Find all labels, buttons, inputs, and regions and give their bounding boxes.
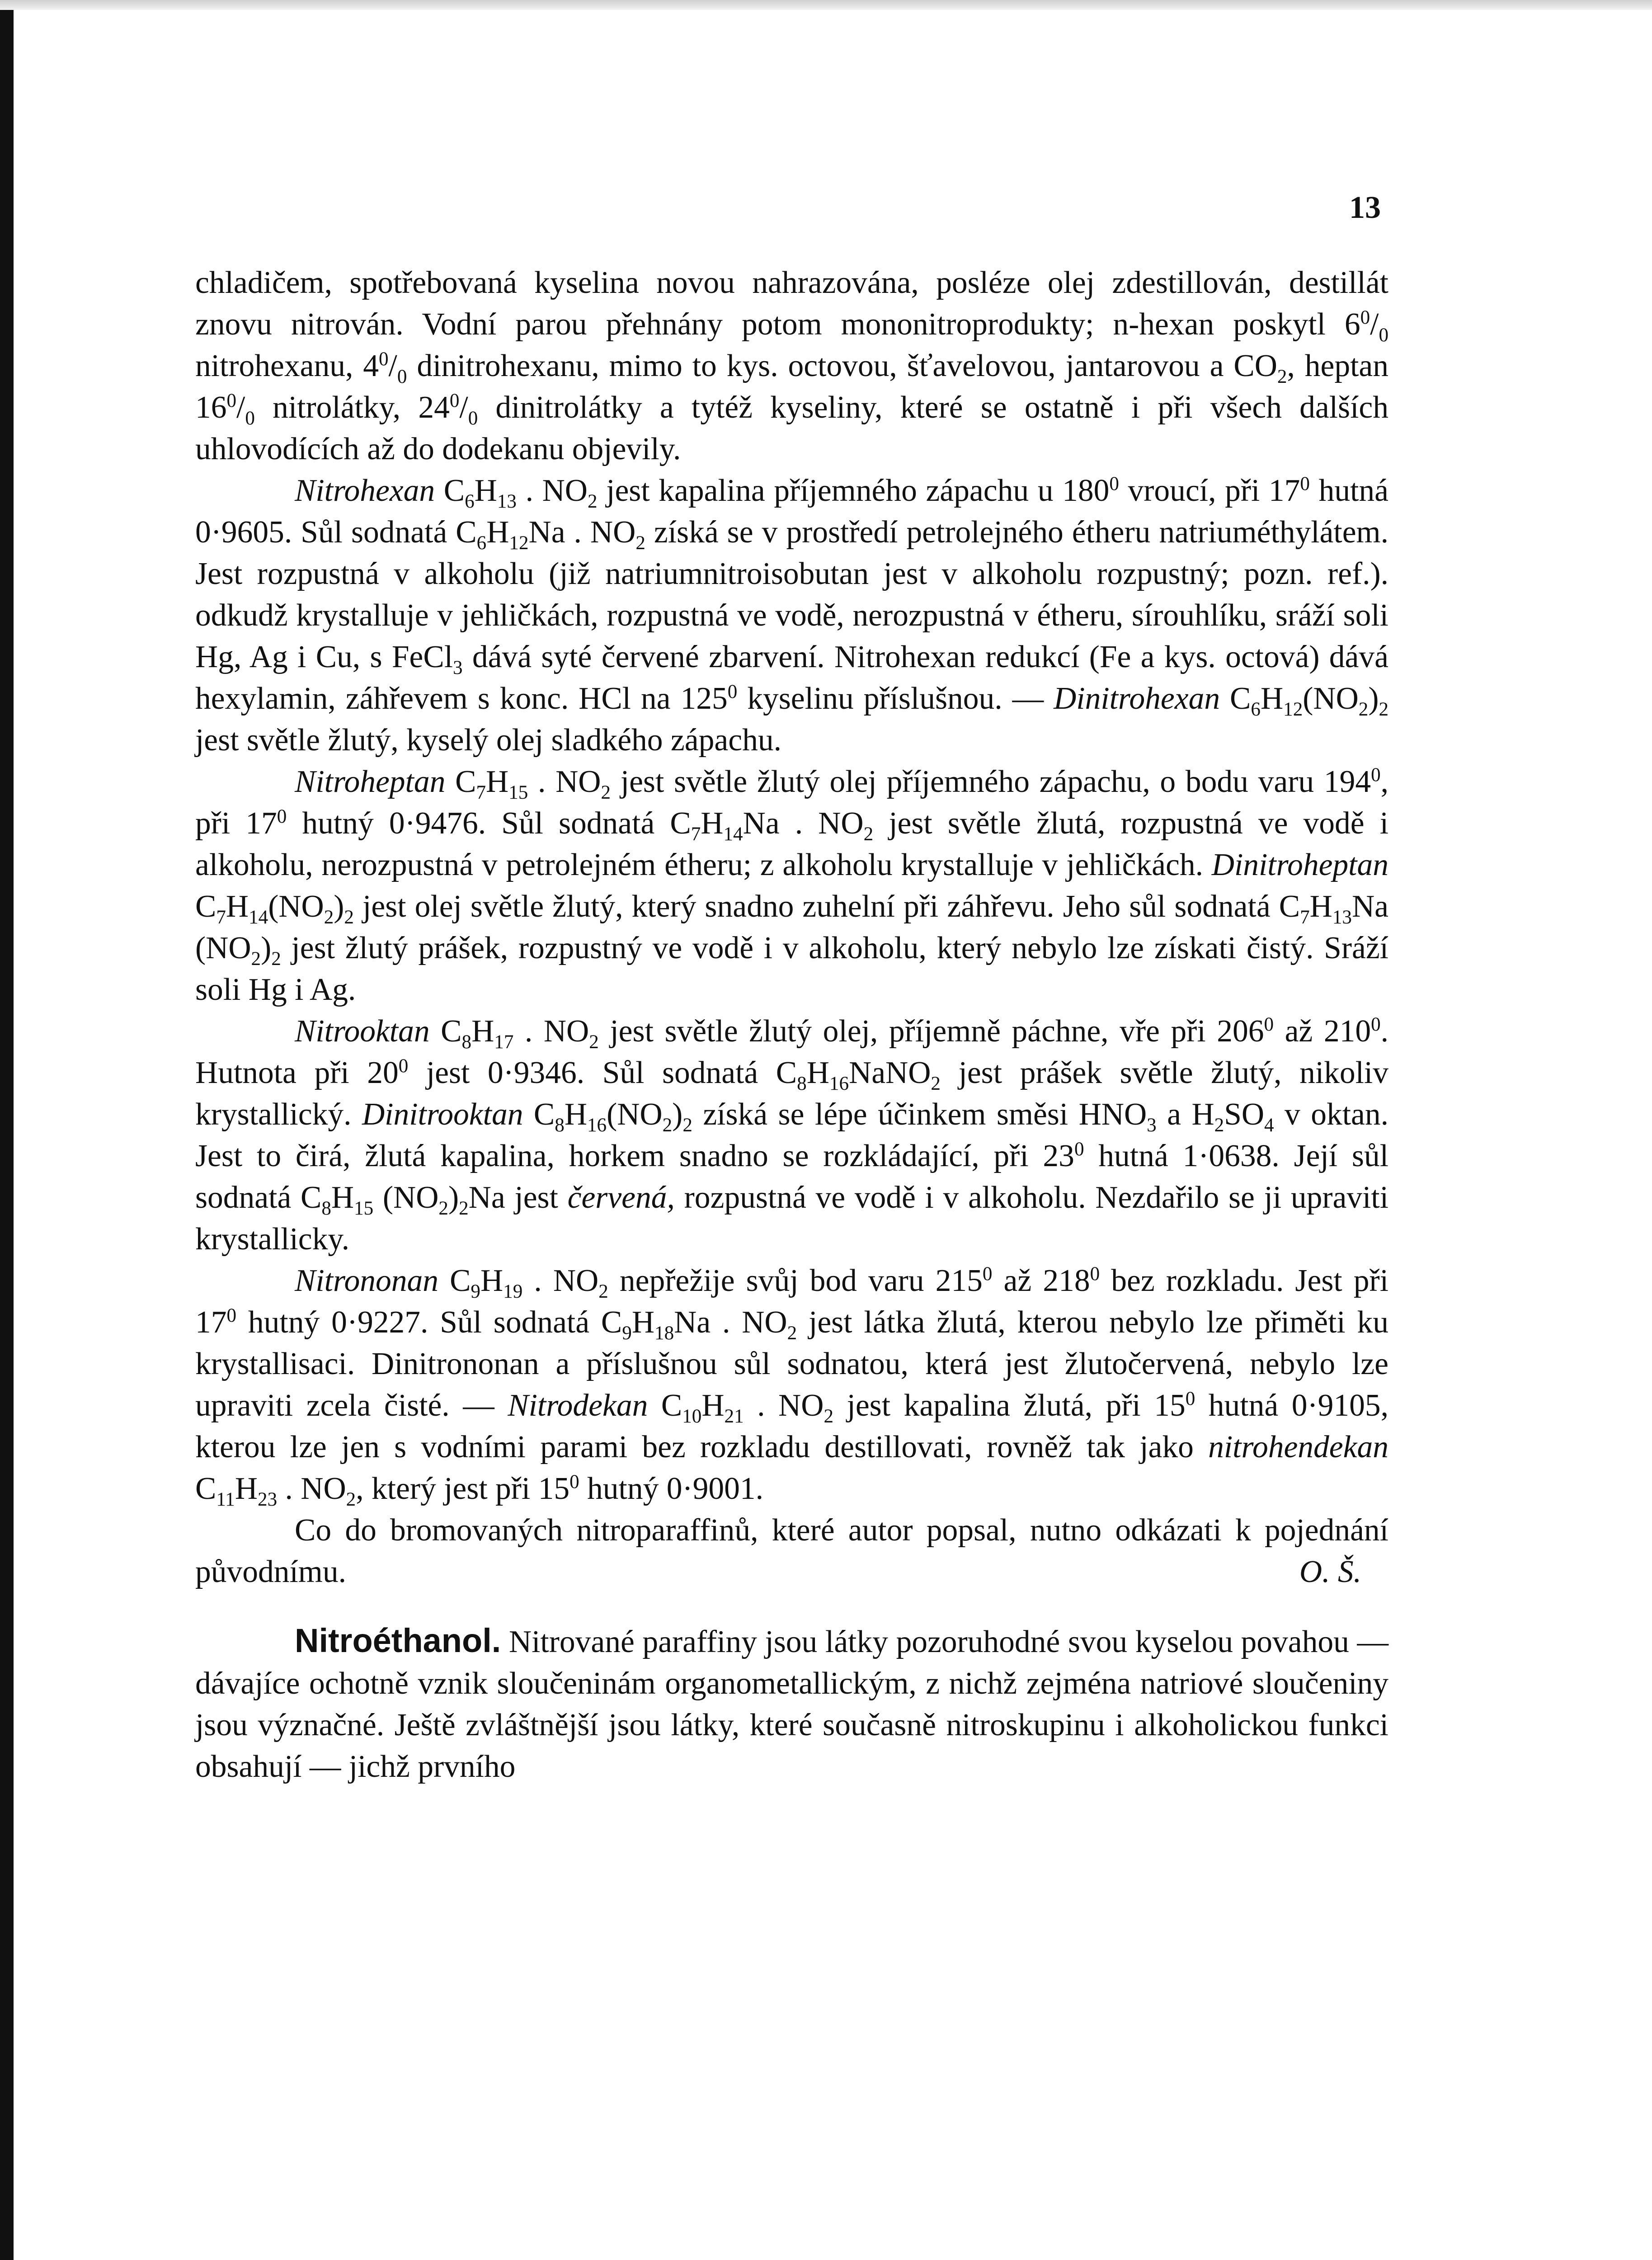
text-run: dává syté červené zbarvení. Nitrohexan redukcí (Fe a kys. octová) dává hexylamin, záhřevem s konc. HCl na 125 — [195, 640, 1388, 716]
author-signature: O. Š. — [1299, 1554, 1361, 1589]
text-run: . NO — [528, 764, 601, 799]
text-run: 6 — [476, 532, 487, 554]
text-run: 15 — [508, 782, 528, 803]
compound-name: Nitroheptan — [295, 764, 446, 799]
text-run: hutný 0·9476. Sůl sodnatá C — [287, 806, 691, 841]
text-run: 0 — [1185, 1388, 1195, 1409]
body-text — [195, 262, 1388, 1788]
text-run: C — [445, 764, 476, 799]
text-run: 0 — [1090, 1263, 1100, 1285]
text-run: 0 — [245, 407, 255, 429]
text-run: ) — [1368, 681, 1379, 716]
text-run: 2 — [598, 1281, 608, 1302]
paragraph-p7 — [195, 1620, 1388, 1788]
text-run: 2 — [459, 1197, 469, 1219]
text-run: 2 — [587, 490, 598, 512]
text-run: H — [1260, 681, 1284, 716]
text-run: 12 — [509, 532, 529, 554]
compound-name: Dinitrooktan — [362, 1097, 523, 1132]
text-run: H — [226, 889, 249, 924]
text-run: 2 — [787, 1322, 797, 1344]
text-run: Na . NO — [528, 515, 636, 550]
compound-name: Nitrohexan — [295, 473, 435, 508]
paragraph-p1 — [195, 262, 1388, 470]
text-run: 0 — [468, 407, 478, 429]
text-run: ) — [261, 931, 272, 965]
text-run: 6 — [465, 490, 475, 512]
scan-left-edge — [0, 0, 14, 2260]
text-run: 0 — [727, 681, 738, 702]
text-run: jest žlutý prášek, rozpustný ve vodě i v alkoholu, který nebylo lze získati čistý. Sráží soli Hg i Ag. — [195, 931, 1388, 1007]
text-run: 2 — [271, 948, 281, 970]
text-run: C — [438, 1263, 471, 1298]
text-run: jest světle žlutý olej příjemného zápachu, o bodu varu 194 — [611, 764, 1371, 799]
text-run: H — [480, 1263, 504, 1298]
text-run: nitrolátky, 24 — [254, 390, 450, 425]
text-run: 0 — [1264, 1013, 1274, 1035]
text-run: 19 — [503, 1281, 523, 1302]
text-run: 16 — [587, 1114, 607, 1136]
text-run: hutná 0·9605. Sůl sodnatá C — [195, 473, 1388, 550]
text-run: 0 — [1371, 764, 1381, 786]
text-run: Na jest — [468, 1180, 568, 1215]
text-run: H — [701, 1388, 725, 1423]
text-run: 0 — [397, 366, 407, 387]
text-run: 11 — [216, 1488, 235, 1510]
text-run: (NO — [607, 1097, 663, 1132]
text-run: 0 — [1074, 1138, 1084, 1160]
section-heading: Nitroéthanol. — [295, 1622, 501, 1659]
text-run: vroucí, při 17 — [1119, 473, 1300, 508]
text-run: 0 — [1379, 324, 1388, 346]
text-run: v oktan. Jest to čirá, žlutá kapalina, horkem snadno se rozkládající, při 23 — [195, 1097, 1388, 1173]
text-run: Co do bromovaných nitroparaffinů, které autor popsal, nutno odkázati k pojednání původnímu. — [195, 1513, 1388, 1589]
text-run: získá se v prostředí petrolejného étheru natriuméthylátem. Jest rozpustná v alkoholu (již natriumnitroisobutan jest v alkoholu rozpustný; pozn. ref.). odkudž krystalluje v jehličkách, rozpustná ve vodě, nerozpustná v étheru, sírouhlíku, sráží soli Hg, Ag i Cu, s FeCl — [195, 515, 1388, 674]
text-run: ) — [448, 1180, 459, 1215]
text-run: 2 — [589, 1031, 599, 1053]
text-run: 8 — [555, 1114, 565, 1136]
text-run: jest kapalina žlutá, při 15 — [833, 1388, 1186, 1423]
text-run: jest světle žlutá, rozpustná ve vodě i alkoholu, nerozpustná v petrolejném étheru; z alkoholu krystalluje v jehličkách. — [195, 806, 1388, 882]
text-run: 7 — [216, 906, 226, 928]
text-run: 14 — [249, 906, 268, 928]
paragraph-p2 — [195, 470, 1388, 761]
text-run: . NO — [277, 1471, 346, 1506]
text-run: H — [331, 1180, 354, 1215]
text-run: až 218 — [992, 1263, 1090, 1298]
text-run: 8 — [461, 1031, 472, 1053]
text-run: 0 — [226, 1304, 237, 1326]
compound-name: Nitrooktan — [295, 1014, 430, 1049]
text-run: 2 — [1277, 366, 1287, 387]
text-run: . NO — [516, 473, 588, 508]
text-run: . NO — [744, 1388, 824, 1423]
text-run: / — [459, 390, 468, 425]
text-run: 3 — [453, 657, 463, 678]
text-run: 0 — [1360, 306, 1370, 328]
text-run: C — [195, 1471, 217, 1506]
text-run: 2 — [1214, 1114, 1224, 1136]
text-run: hutný 0·9001. — [579, 1471, 763, 1506]
text-run: 12 — [1283, 698, 1303, 720]
text-run: 18 — [654, 1322, 674, 1344]
text-run: jest látka žlutá, kterou nebylo lze přiměti ku krystallisaci. Dinitrononan a příslušnou sůl sodnatou, která jest žlutočervená, nebylo lze upraviti zcela čisté. — — [195, 1305, 1388, 1423]
text-run: Na . NO — [743, 806, 864, 841]
text-run: získá se lépe účinkem směsi HNO — [692, 1097, 1147, 1132]
compound-name: Dinitrohexan — [1054, 681, 1220, 716]
text-run: H — [486, 515, 509, 550]
text-run: 2 — [344, 906, 354, 928]
scan-top-edge — [0, 0, 1652, 10]
text-run: (NO — [1303, 681, 1359, 716]
text-run: 2 — [346, 1488, 356, 1510]
text-run: jest 0·9346. Sůl sodnatá C — [408, 1055, 797, 1090]
compound-name: Dinitroheptan — [1211, 848, 1388, 882]
text-run: 2 — [662, 1114, 673, 1136]
text-run: H — [1309, 889, 1332, 924]
text-run: hutná 0·9105, kterou lze jen s vodními parami bez rozkladu destillovati, rovněž tak jako — [195, 1388, 1388, 1464]
paragraph-p6 — [195, 1510, 1388, 1593]
compound-name: nitrohendekan — [1208, 1430, 1388, 1464]
page-number: 13 — [1349, 190, 1381, 225]
text-run: (NO — [373, 1180, 439, 1215]
text-run: . NO — [522, 1263, 599, 1298]
text-run: 2 — [1358, 698, 1369, 720]
text-run: rozpustná ve vodě i v alkoholu. Nezdařilo se ji upraviti krystallicky. — [195, 1180, 1388, 1257]
text-run: 0 — [1109, 473, 1119, 494]
text-run: 2 — [931, 1073, 941, 1094]
text-run: 13 — [497, 490, 517, 512]
text-run: jest prášek světle žlutý, nikoliv krystallický. — [195, 1055, 1388, 1132]
text-run: 8 — [321, 1197, 331, 1219]
text-run: 23 — [258, 1488, 278, 1510]
text-run: C — [195, 889, 217, 924]
text-run: , heptan 16 — [195, 348, 1388, 425]
text-run: C — [648, 1388, 682, 1423]
text-run: 2 — [863, 823, 874, 845]
text-run: nepřežije svůj bod varu 215 — [608, 1263, 983, 1298]
text-run: 0 — [277, 805, 287, 827]
text-run: H — [474, 473, 497, 508]
text-run: 2 — [682, 1114, 692, 1136]
text-run: / — [236, 390, 245, 425]
text-run: 7 — [1300, 906, 1310, 928]
text-run: H — [486, 764, 509, 799]
text-run: , při 17 — [195, 764, 1389, 841]
text-run: 21 — [724, 1405, 744, 1427]
text-run: 9 — [471, 1281, 480, 1302]
text-run: C — [1220, 681, 1251, 716]
text-run: dinitrohexanu, mimo to kys. octovou, šťavelovou, jantarovou a CO — [407, 348, 1277, 383]
text-run: 2 — [324, 906, 334, 928]
text-run: kyselinu příslušnou. — — [737, 681, 1054, 716]
text-run: jest olej světle žlutý, který snadno zuhelní při záhřevu. Jeho sůl sodnatá C — [353, 889, 1300, 924]
text-run: 16 — [829, 1073, 849, 1094]
text-run: 9 — [622, 1322, 632, 1344]
text-run: C — [429, 1014, 462, 1049]
text-run: hutná 1·0638. Její sůl sodnatá C — [195, 1139, 1389, 1215]
text-run: . Hutnota při 20 — [195, 1014, 1388, 1090]
text-run: H — [631, 1305, 655, 1340]
text-run: SO — [1224, 1097, 1265, 1132]
text-run: H — [471, 1014, 494, 1049]
text-run: 0 — [1300, 473, 1310, 494]
text-run: nitrohexanu, 4 — [195, 348, 379, 383]
text-run: Nitrované paraffiny jsou látky pozoruhodné svou kyselou povahou — dávajíce ochotně vznik sloučeninám organometallickým, z nichž zejména natriové sloučeniny jsou význačné. Ještě zvláštnější jsou látky, které současně nitroskupinu i alkoholickou funkci obsahují — jichž prvního — [195, 1624, 1388, 1784]
text-run: 13 — [1332, 906, 1352, 928]
text-run: 0 — [379, 348, 389, 370]
paragraph-p3 — [195, 761, 1388, 1011]
text-run: 2 — [1379, 698, 1389, 720]
text-run: až 210 — [1274, 1014, 1371, 1049]
text-run: 2 — [251, 948, 261, 970]
text-run: dinitrolátky a tytéž kyseliny, které se ostatně i při všech dalších uhlovodících až do dodekanu objevily. — [195, 390, 1388, 466]
text-run: jest kapalina příjemného zápachu u 180 — [597, 473, 1110, 508]
text-run: 2 — [635, 532, 645, 554]
compound-name: Nitrodekan — [508, 1388, 648, 1423]
text-run: 17 — [494, 1031, 514, 1053]
text-run: 15 — [354, 1197, 374, 1219]
paragraph-p5 — [195, 1260, 1388, 1510]
text-run: 2 — [601, 782, 611, 803]
text-run: 0 — [1371, 1013, 1381, 1035]
paragraph-p4 — [195, 1011, 1388, 1260]
text-run: H — [701, 806, 724, 841]
text-run: 0 — [449, 390, 460, 411]
text-run: 4 — [1264, 1114, 1274, 1136]
text-run: Na . NO — [674, 1305, 787, 1340]
text-run: , který jest při 15 — [356, 1471, 570, 1506]
text-run: NaNO — [849, 1055, 931, 1090]
text-run: 2 — [824, 1405, 833, 1427]
text-run: 14 — [723, 823, 743, 845]
text-run: 0 — [398, 1055, 409, 1077]
text-run: chladičem, spotřebovaná kyselina novou nahrazována, posléze olej zdestillován, destillát znovu nitrován. Vodní parou přehnány potom mononitroprodukty; n-hexan poskytl 6 — [195, 265, 1388, 342]
text-run: C — [435, 473, 465, 508]
text-run: (NO — [268, 889, 324, 924]
text-run: C — [523, 1097, 555, 1132]
text-run: 8 — [797, 1073, 807, 1094]
text-run: H — [235, 1471, 258, 1506]
text-run: 7 — [691, 823, 701, 845]
text-run: 2 — [438, 1197, 448, 1219]
text-run: 0 — [226, 390, 237, 411]
text-run: Na (NO — [195, 889, 1388, 965]
text-run: . NO — [513, 1014, 589, 1049]
text-run: 10 — [682, 1405, 702, 1427]
text-run: 6 — [1251, 698, 1261, 720]
text-run: ) — [672, 1097, 683, 1132]
text-run: / — [1370, 307, 1379, 342]
text-run: H — [806, 1055, 829, 1090]
text-run: / — [388, 348, 397, 383]
text-run: H — [564, 1097, 588, 1132]
text-run: 0 — [982, 1263, 993, 1285]
text-run: 7 — [476, 782, 486, 803]
text-run: 0 — [569, 1471, 579, 1493]
text-run: bez rozkladu. Jest při 17 — [195, 1263, 1388, 1340]
text-run: jest světle žlutý, kyselý olej sladkého zápachu. — [195, 723, 781, 758]
compound-name: Nitrononan — [295, 1263, 438, 1298]
text-run: jest světle žlutý olej, příjemně páchne, vře při 206 — [598, 1014, 1264, 1049]
compound-name: červená, — [567, 1180, 675, 1215]
text-run: 3 — [1147, 1114, 1157, 1136]
text-run: hutný 0·9227. Sůl sodnatá C — [236, 1305, 622, 1340]
text-run: ) — [334, 889, 344, 924]
text-run: a H — [1156, 1097, 1214, 1132]
